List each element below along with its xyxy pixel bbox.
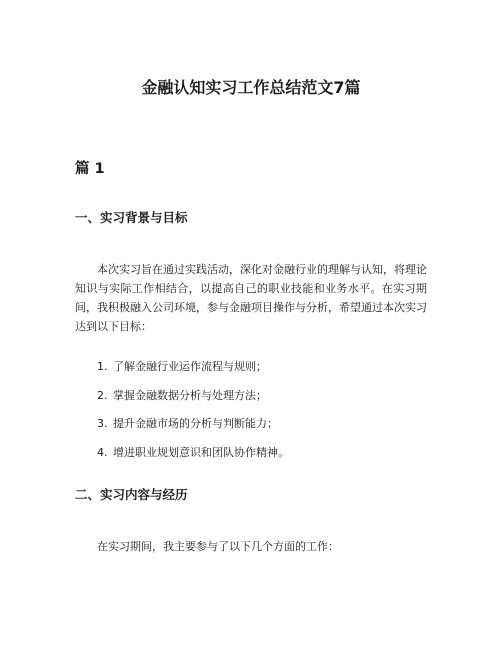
list-item: [97, 359, 289, 375]
list-item-text: 提升金融市场的分析与判断能力；: [113, 417, 278, 431]
objectives-list: [97, 359, 289, 474]
section-heading-content-experience: 二、实习内容与经历: [75, 487, 188, 502]
list-item-number: 2.: [97, 388, 108, 402]
document-title: 金融认知实习工作总结范文7篇: [141, 78, 361, 97]
list-item-text: 了解金融行业运作流程与规则；: [113, 360, 267, 373]
section-heading-background-goals: 一、实习背景与目标: [75, 210, 188, 225]
section-paragraph-background: 本次实习旨在通过实践活动，深化对金融行业的理解与认知，将理论知识与实际工作相结合，以提高自己的职业技能和业务水平。在实习期间，我积极融入公司环境，参与金融项目操作与分析，希望通过本次实习达到以下目标：: [75, 263, 427, 333]
section-paragraph-content: 在实习期间，我主要参与了以下几个方面的工作：: [97, 540, 339, 553]
chapter-title: 篇 1: [75, 161, 105, 177]
list-item-text: 增进职业规划意识和团队协作精神。: [113, 446, 289, 460]
list-item-number: 3.: [97, 417, 108, 431]
list-item-text: 掌握金融数据分析与处理方法；: [113, 388, 267, 402]
list-item-number: 4.: [97, 446, 108, 460]
list-item-number: 1.: [97, 360, 108, 373]
list-item: [97, 416, 289, 432]
list-item: [97, 445, 289, 461]
list-item: [97, 388, 289, 404]
